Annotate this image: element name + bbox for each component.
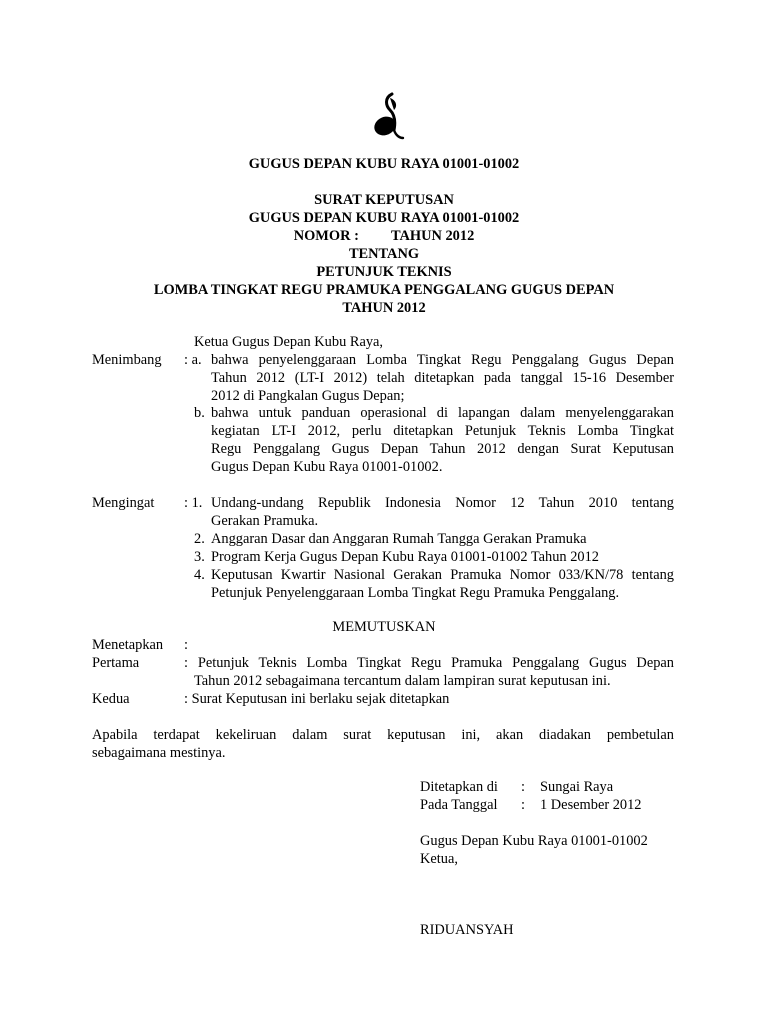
considering-line: Tahun 2012 (LT-I 2012) telah ditetapkan pada tanggal 15-16 Desember	[211, 370, 674, 386]
intro-text: Ketua Gugus Depan Kubu Raya,	[194, 334, 384, 350]
pertama-line: Tahun 2012 sebagaimana tercantum dalam lampiran surat keputusan ini.	[194, 673, 611, 689]
considering-line: Regu Penggalang Gugus Depan Tahun 2012 dengan Surat Keputusan	[211, 441, 674, 457]
considering-line: kegiatan LT-I 2012, perlu ditetapkan Petunjuk Teknis Lomba Tingkat	[211, 423, 674, 439]
pertama-label: Pertama	[92, 655, 140, 671]
memutuskan-heading: MEMUTUSKAN	[332, 619, 436, 635]
menimbang-label: Menimbang	[92, 352, 162, 368]
pertama-line: : Petunjuk Teknis Lomba Tingkat Regu Pramuka Penggalang Gugus Depan	[184, 655, 674, 671]
title-line: GUGUS DEPAN KUBU RAYA 01001-01002	[248, 210, 520, 226]
kedua-label: Kedua	[92, 691, 130, 707]
reference-line: Undang-undang Republik Indonesia Nomor 12 Tahun 2010 tentang	[211, 495, 674, 511]
reference-line: Petunjuk Penyelenggaraan Lomba Tingkat Regu Pramuka Penggalang.	[211, 585, 620, 601]
item-marker: 2.	[194, 531, 205, 547]
kedua-text: : Surat Keputusan ini berlaku sejak ditetapkan	[184, 691, 450, 707]
place-colon: :	[521, 779, 525, 795]
reference-line: Program Kerja Gugus Depan Kubu Raya 01001-01002 Tahun 2012	[211, 549, 600, 565]
signatory-name: RIDUANSYAH	[420, 922, 514, 938]
item-marker: : a.	[184, 352, 202, 368]
tunas-kelapa-icon	[372, 92, 406, 140]
closing-line: Apabila terdapat kekeliruan dalam surat keputusan ini, akan diadakan pembetulan	[92, 727, 674, 743]
date-colon: :	[521, 797, 525, 813]
signatory-org: Gugus Depan Kubu Raya 01001-01002	[420, 833, 648, 849]
considering-line: Gugus Depan Kubu Raya 01001-01002.	[211, 459, 443, 475]
menetapkan-colon: :	[184, 637, 188, 653]
considering-line: bahwa penyelenggaraan Lomba Tingkat Regu Penggalang Gugus Depan	[211, 352, 674, 368]
item-marker: b.	[194, 405, 205, 421]
item-marker: : 1.	[184, 495, 203, 511]
reference-line: Anggaran Dasar dan Anggaran Rumah Tangga Gerakan Pramuka	[211, 531, 587, 547]
reference-line: Gerakan Pramuka.	[211, 513, 319, 529]
signatory-role: Ketua,	[420, 851, 458, 867]
title-line: SURAT KEPUTUSAN	[314, 192, 454, 208]
title-line: TENTANG	[348, 246, 420, 262]
place-value: Sungai Raya	[540, 779, 614, 795]
date-value: 1 Desember 2012	[540, 797, 642, 813]
item-marker: 3.	[194, 549, 205, 565]
date-label: Pada Tanggal	[420, 797, 498, 813]
title-line: PETUNJUK TEKNIS	[316, 264, 452, 280]
item-marker: 4.	[194, 567, 205, 583]
title-line: TAHUN 2012	[342, 300, 426, 316]
reference-line: Keputusan Kwartir Nasional Gerakan Pramuka Nomor 033/KN/78 tentang	[211, 567, 674, 583]
mengingat-label: Mengingat	[92, 495, 155, 511]
considering-line: 2012 di Pangkalan Gugus Depan;	[211, 388, 405, 404]
considering-line: bahwa untuk panduan operasional di lapangan dalam menyelenggarakan	[211, 405, 674, 421]
menetapkan-label: Menetapkan	[92, 637, 164, 653]
title-line: LOMBA TINGKAT REGU PRAMUKA PENGGALANG GUGUS DEPAN	[153, 282, 615, 298]
org-title: GUGUS DEPAN KUBU RAYA 01001-01002	[248, 156, 520, 172]
place-label: Ditetapkan di	[420, 779, 498, 795]
closing-line: sebagaimana mestinya.	[92, 745, 226, 761]
decree-number: NOMOR : TAHUN 2012	[293, 228, 475, 244]
